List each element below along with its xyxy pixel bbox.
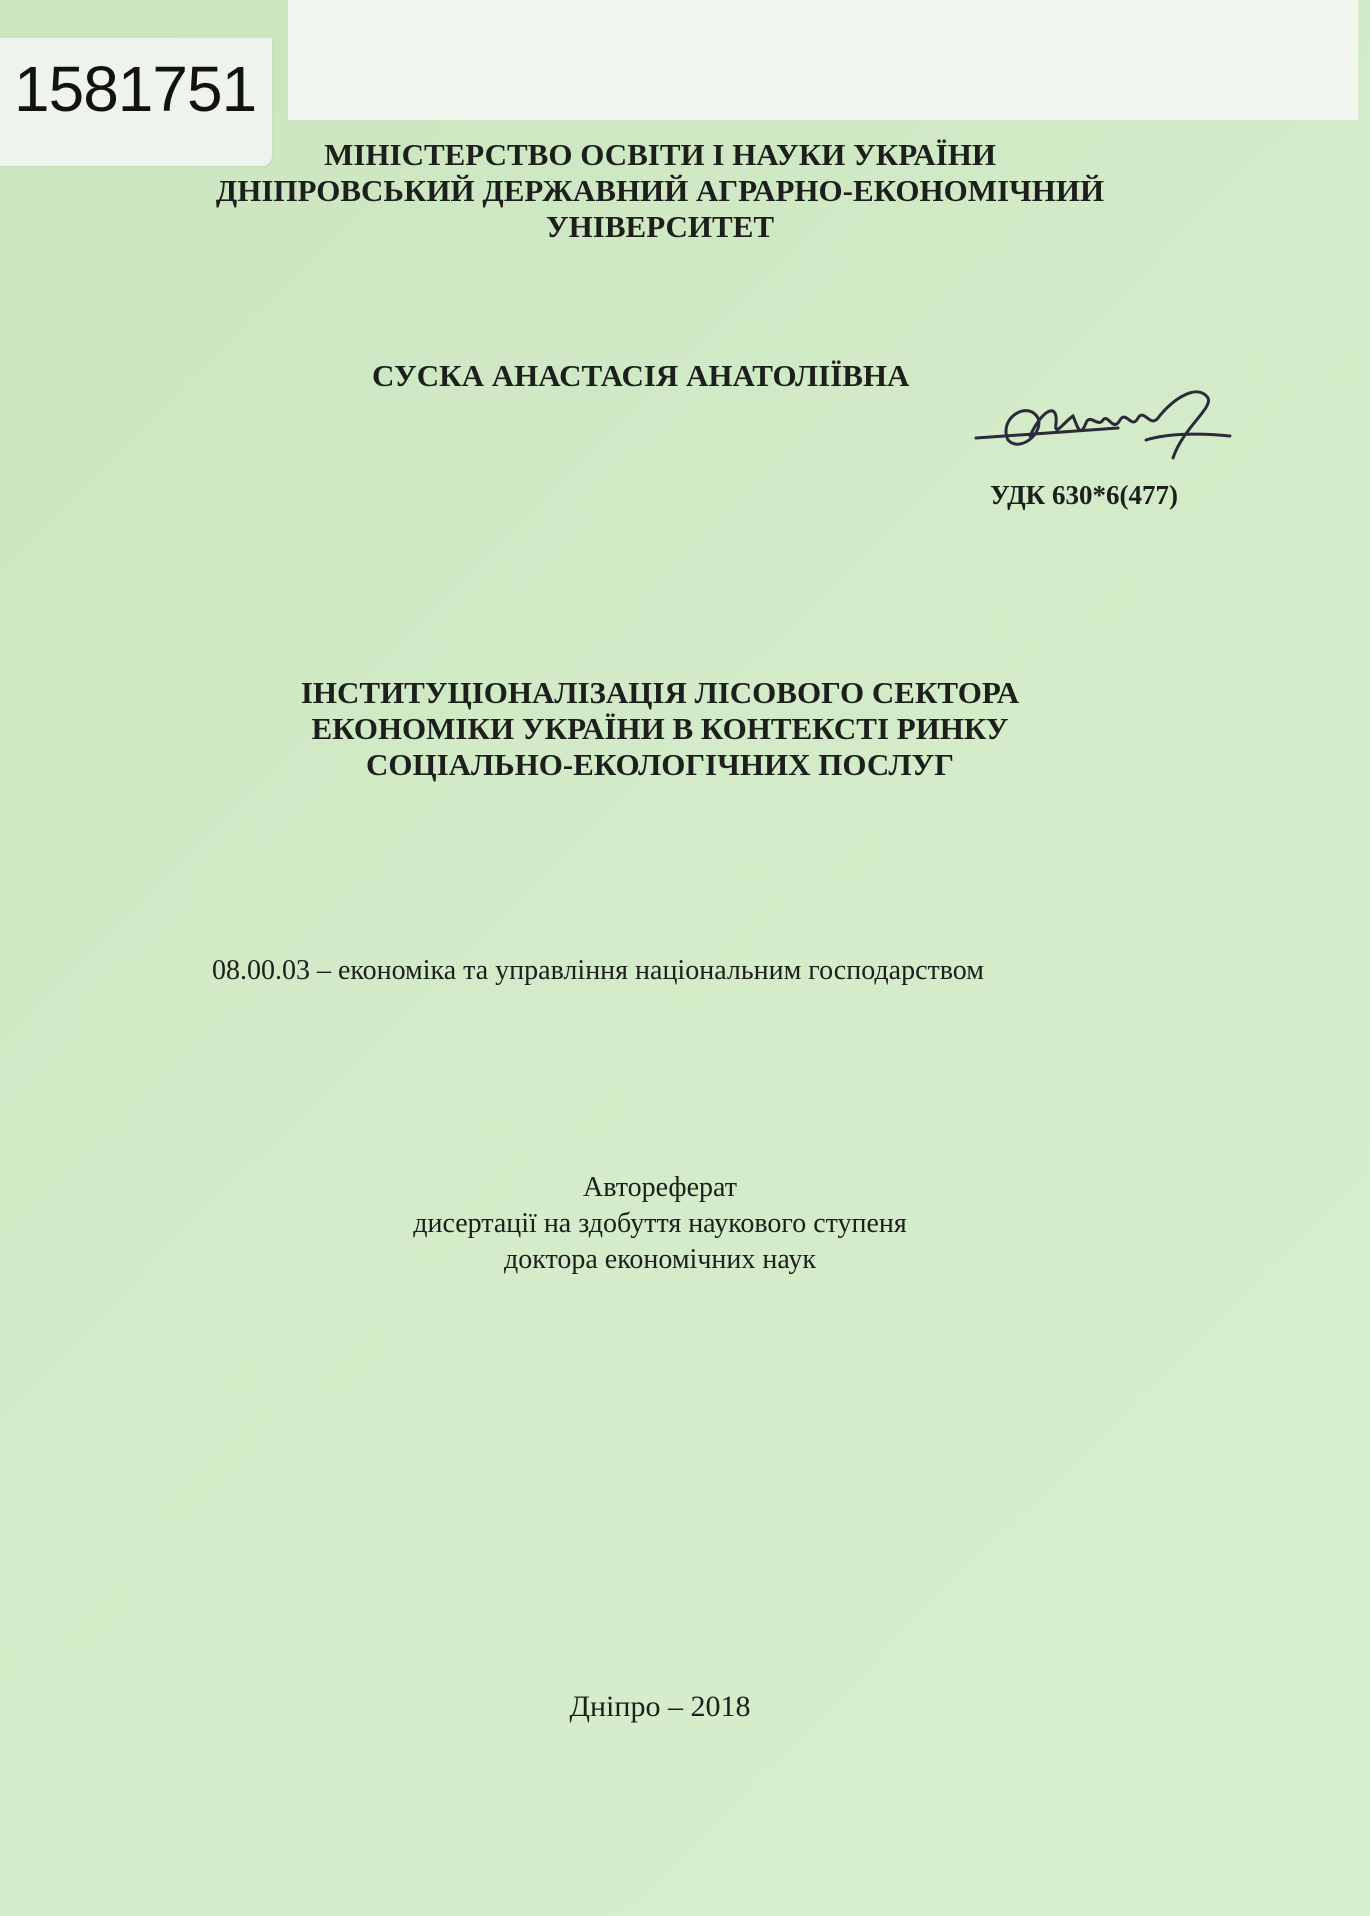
abstract-line-1: Автореферат [583, 1172, 737, 1203]
label-strip [288, 0, 1358, 120]
title-line-3: СОЦІАЛЬНО-ЕКОЛОГІЧНИХ ПОСЛУГ [365, 747, 955, 782]
inventory-number: 1581751 [14, 53, 257, 125]
thesis-title [150, 675, 1170, 783]
author-name: СУСКА АНАСТАСІЯ АНАТОЛІЇВНА [372, 358, 910, 393]
specialty-code: 08.00.03 – економіка та управління національним господарством [212, 955, 984, 986]
title-line-2: ЕКОНОМІКИ УКРАЇНИ В КОНТЕКСТІ РИНКУ [311, 711, 1009, 746]
abstract-line-3: доктора економічних наук [504, 1244, 816, 1275]
abstract-line-2: дисертації на здобуття наукового ступеня [413, 1208, 907, 1239]
university-line-2: УНІВЕРСИТЕТ [545, 209, 775, 244]
ministry-line: МІНІСТЕРСТВО ОСВІТИ І НАУКИ УКРАЇНИ [324, 137, 996, 172]
city-year: Дніпро – 2018 [569, 1690, 751, 1723]
institution-header [140, 137, 1180, 245]
title-line-1: ІНСТИТУЦІОНАЛІЗАЦІЯ ЛІСОВОГО СЕКТОРА [300, 675, 1020, 710]
university-line-1: ДНІПРОВСЬКИЙ ДЕРЖАВНИЙ АГРАРНО-ЕКОНОМІЧНИЙ [215, 173, 1105, 208]
udk-code: УДК 630*6(477) [990, 480, 1178, 510]
author-signature [968, 378, 1238, 488]
abstract-description [150, 1170, 1170, 1278]
